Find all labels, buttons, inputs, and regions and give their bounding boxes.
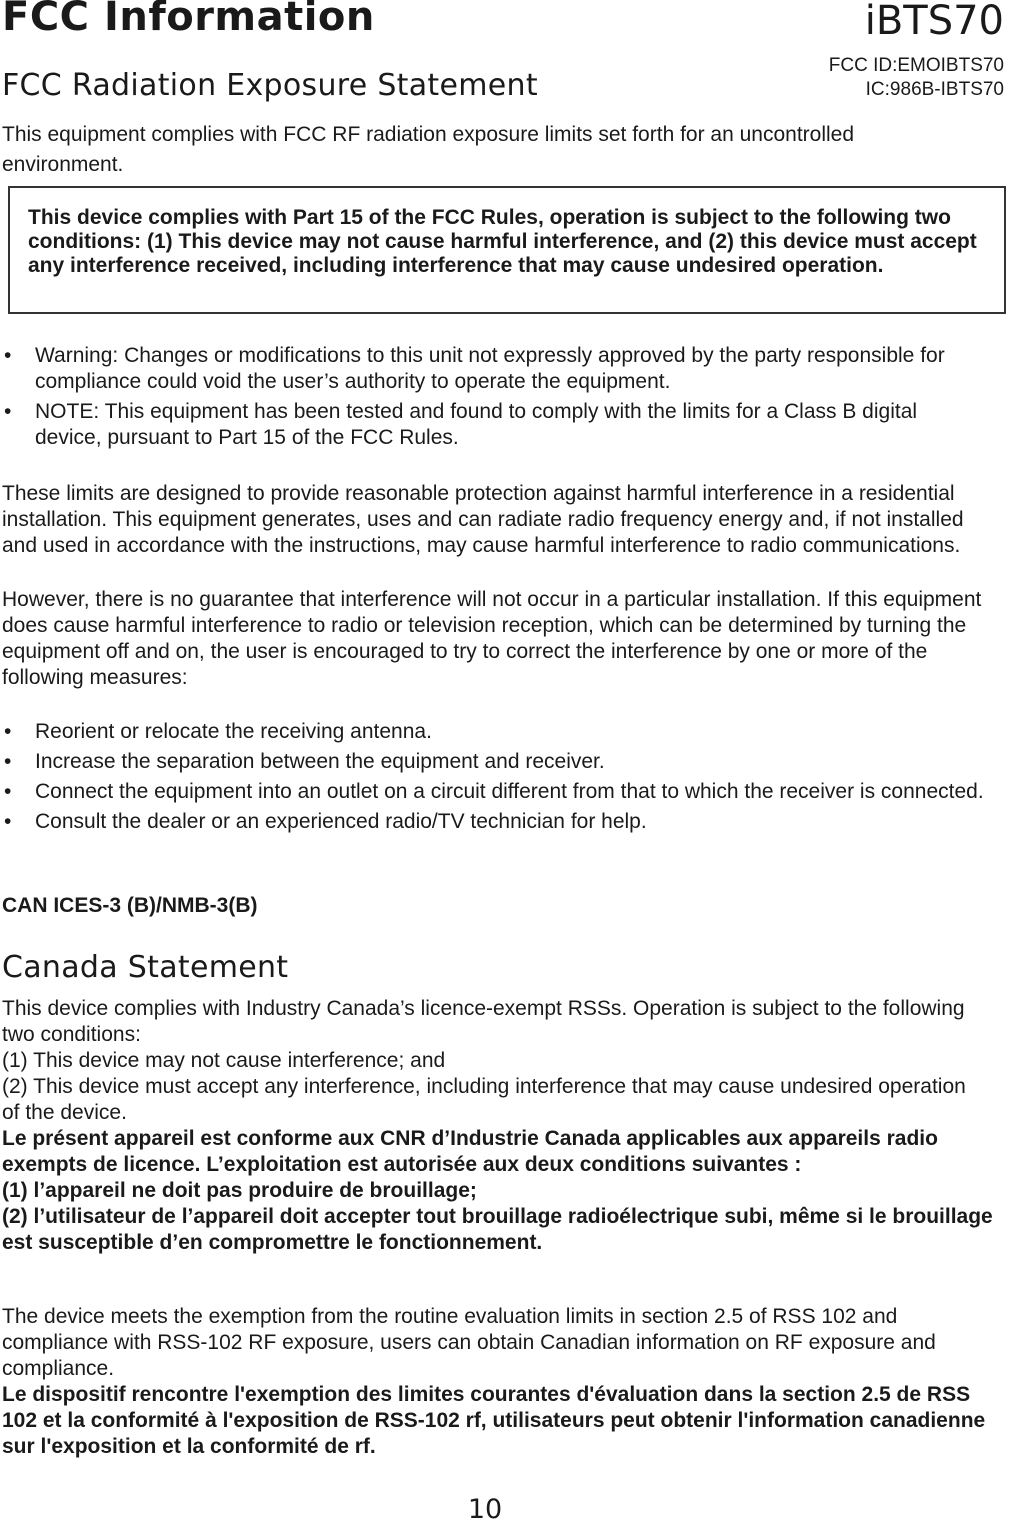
fcc-warning-list — [2, 343, 967, 451]
canada-french-statement — [2, 1126, 1007, 1256]
fcc-intro: This equipment complies with FCC RF radiation exposure limits set forth for an uncontrolled environment. — [2, 123, 855, 176]
fcc-limits-paragraph: These limits are designed to provide reasonable protection against harmful interference in a residential installation. This equipment generates, uses and can radiate radio frequency energy and, if not installed and used in accordance with the instructions, may cause harmful interference to radio communications. — [2, 482, 964, 557]
list-item: • Connect the equipment into an outlet on a circuit different from that to which the receiver is connected. — [2, 779, 1002, 805]
list-item — [2, 343, 967, 395]
fcc-interference-paragraph: However, there is no guarantee that interference will not occur in a particular installation. If this equipment does cause harmful interference to radio or television reception, which can be determined by turning the equipment off and on, the user is encouraged to try to correct the interference by one or more of the following measures: — [2, 588, 982, 689]
rss102-english: The device meets the exemption from the routine evaluation limits in section 2.5 of RSS 102 and compliance with RSS-102 RF exposure, users can obtain Canadian information on RF exposure and compliance. — [2, 1305, 936, 1380]
warning-text: Warning: Changes or modifications to this unit not expressly approved by the party responsible for compliance could void the user’s authority to operate the equipment. — [35, 344, 945, 393]
canada-en-line: This device complies with Industry Canada’s licence-exempt RSSs. Operation is subject to the following two conditions: — [2, 997, 965, 1046]
fcc-id: FCC ID:EMOIBTS70 — [828, 55, 1004, 76]
regulatory-ids — [829, 54, 1004, 102]
note-text: NOTE: This equipment has been tested and found to comply with the limits for a Class B digital device, pursuant to Part 15 of the FCC Rules. — [35, 400, 918, 449]
canada-fr-line: (1) l’appareil ne doit pas produire de brouillage; — [2, 1179, 477, 1202]
canada-en-line: (1) This device may not cause interference; and — [2, 1049, 446, 1072]
canada-en-line: (2) This device must accept any interference, including interference that may cause undesired operation of the device. — [2, 1075, 966, 1124]
list-item: • Consult the dealer or an experienced radio/TV technician for help. — [2, 809, 1002, 835]
list-item: • Reorient or relocate the receiving antenna. — [2, 719, 1002, 745]
model-name: iBTS70 — [864, 0, 1004, 44]
canada-fr-line: (2) l’utilisateur de l’appareil doit accepter tout brouillage radioélectrique subi, même si le brouillage est susceptible d’en compromettre le fonctionnement. — [2, 1205, 993, 1254]
list-item — [2, 399, 967, 451]
page-title: FCC Information — [2, 0, 375, 40]
canada-english-statement — [2, 996, 987, 1126]
part15-notice-box — [8, 186, 1006, 314]
rss102-french: Le dispositif rencontre l'exemption des limites courantes d'évaluation dans la section 2.5 de RSS 102 et la conformité à l'exposition de RSS-102 rf, utilisateurs peut obtenir l'information canadienne sur l'exposition et la conformité de rf. — [2, 1383, 986, 1458]
canada-fr-line: Le présent appareil est conforme aux CNR d’Industrie Canada applicables aux appareils radio exempts de licence. L’exploitation est autorisée aux deux conditions suivantes : — [2, 1127, 938, 1176]
fcc-measures-list — [2, 719, 1002, 835]
canada-heading: Canada Statement — [2, 950, 289, 985]
page-number: 10 — [467, 1494, 503, 1525]
ices-statement: CAN ICES-3 (B)/NMB-3(B) — [2, 894, 258, 917]
ic-id: IC:986B-IBTS70 — [865, 79, 1004, 100]
fcc-exposure-heading: FCC Radiation Exposure Statement — [2, 68, 538, 103]
part15-notice-text: This device complies with Part 15 of the FCC Rules, operation is subject to the following two conditions: (1) This device may not cause harmful interference, and (2) this device must accept any interference received, including interference that may cause undesired operation. — [28, 206, 977, 277]
list-item: • Increase the separation between the equipment and receiver. — [2, 749, 1002, 775]
